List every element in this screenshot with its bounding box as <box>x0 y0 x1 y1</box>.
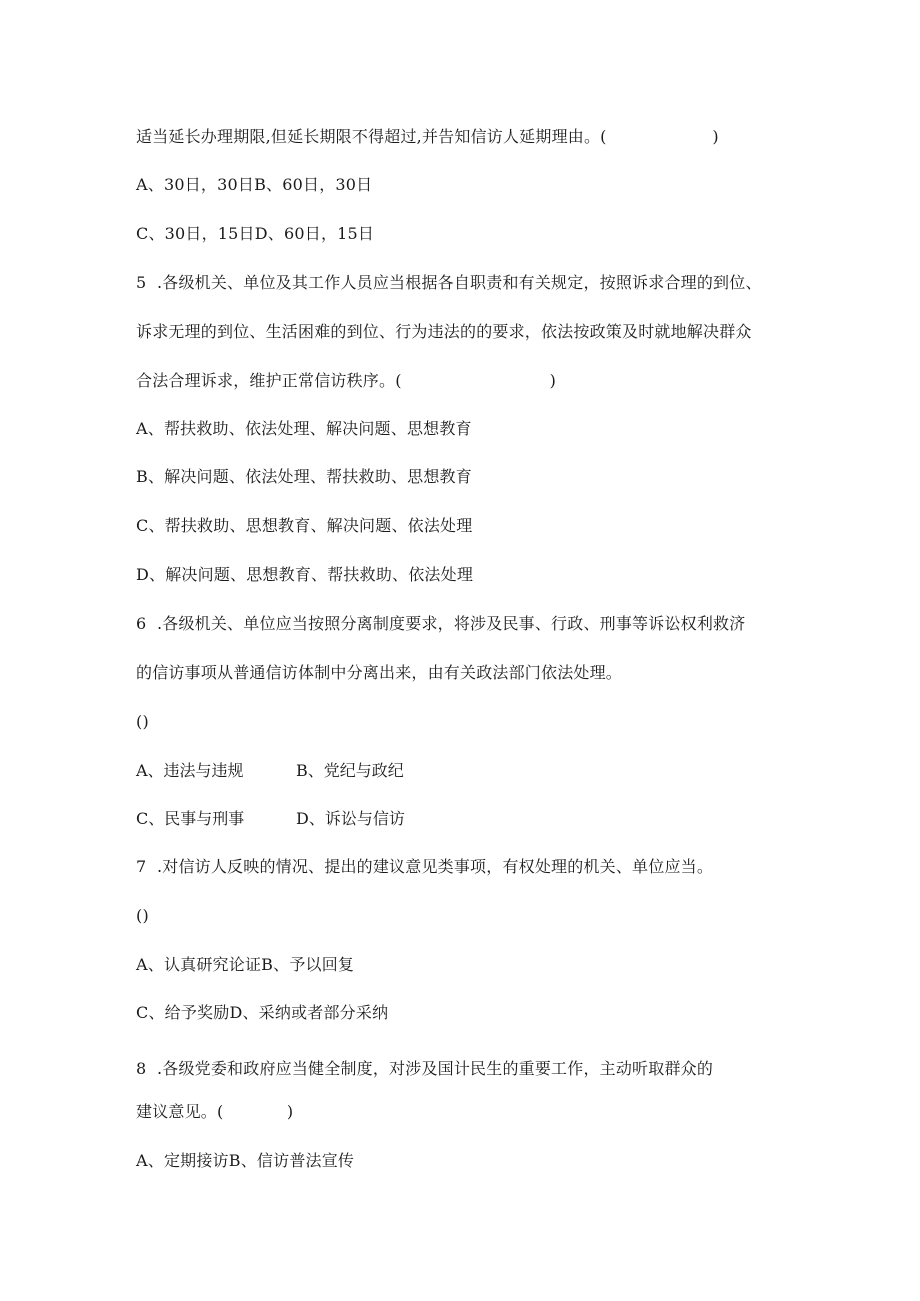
question-7-option-row: C、给予奖励D、采纳或者部分采纳 <box>136 1003 389 1022</box>
question-7-answer-blank: () <box>136 906 149 925</box>
question-6-answer-blank: () <box>136 712 149 731</box>
question-5-option: B、解决问题、依法处理、帮扶救助、思想教育 <box>136 467 472 486</box>
question-7-text-line: 7 .对信访人反映的情况、提出的建议意见类事项，有权处理的机关、单位应当。 <box>136 857 714 876</box>
question-5-option: C、帮扶救助、思想教育、解决问题、依法处理 <box>136 516 473 535</box>
question-7-option-row: A、认真研究论证B、予以回复 <box>136 955 355 974</box>
question-5-option: D、解决问题、思想教育、帮扶救助、依法处理 <box>136 565 474 584</box>
question-6-text-line: 的信访事项从普通信访体制中分离出来，由有关政法部门依法处理。 <box>136 663 623 682</box>
question-4-option-row: A、30日，30日B、60日，30日 <box>136 175 373 194</box>
question-5-text-line: 合法合理诉求，维护正常信访秩序。( ) <box>136 371 557 390</box>
question-6-option-c: C、民事与刑事 <box>136 809 245 828</box>
question-6-option-b: B、党纪与政纪 <box>296 761 404 780</box>
question-8-text-line: 8 .各级党委和政府应当健全制度，对涉及国计民生的重要工作，主动听取群众的 <box>136 1059 714 1078</box>
question-6-text-line: 6 .各级机关、单位应当按照分离制度要求，将涉及民事、行政、刑事等诉讼权利救济 <box>136 614 746 633</box>
question-4-tail: 适当延长办理期限,但延长期限不得超过,并告知信访人延期理由。( ) <box>136 127 719 146</box>
question-4-option-row: C、30日，15日D、60日，15日 <box>136 224 375 243</box>
question-5-option: A、帮扶救助、依法处理、解决问题、思想教育 <box>136 419 472 438</box>
question-8-text-line: 建议意见。( ) <box>136 1102 294 1121</box>
question-5-text-line: 诉求无理的到位、生活困难的到位、行为违法的的要求，依法按政策及时就地解决群众 <box>136 322 752 341</box>
question-5-text-line: 5 .各级机关、单位及其工作人员应当根据各自职责和有关规定，按照诉求合理的到位、 <box>136 273 762 292</box>
question-6-option-d: D、诉讼与信访 <box>296 809 405 828</box>
question-6-option-a: A、违法与违规 <box>136 761 244 780</box>
question-8-option-row: A、定期接访B、信访普法宣传 <box>136 1151 355 1170</box>
